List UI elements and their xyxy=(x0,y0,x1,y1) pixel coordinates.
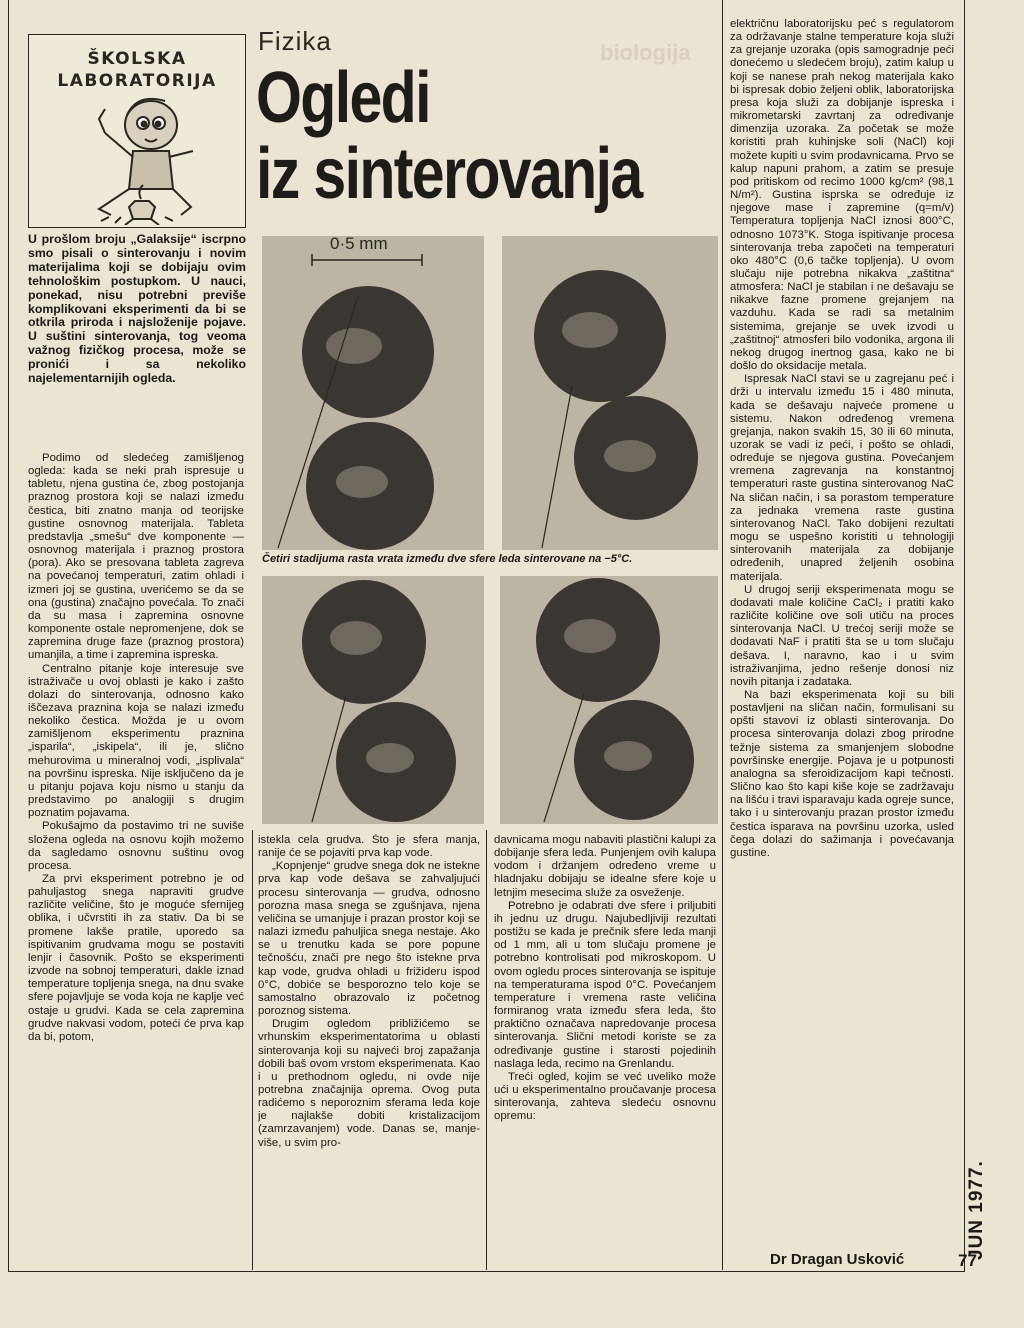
ice-spheres-photo-1 xyxy=(262,236,484,550)
photo-stage-1 xyxy=(262,236,484,550)
column-rule-3 xyxy=(722,0,723,1270)
paragraph: Ispresak NaCl stavi se u zagrejanu peć i drži u intervalu između 15 i 480 minuta, kada se dešavaju najveće promene u sistemu. Nakon određenog vremena grejanja, nakon svakih 15, 30 ili 60 minuta, uzorak se vadi iz peći, i pošto se ohladi, određuje se njegova gustina. Povećanjem vremena zagrevanja na konstantnoj temperaturi raste gustina sinterovanog NaC Na sličan način, i sa porastom temperature za jednaka vremena raste gustina sinterovanog NaCl. Tako dobijeni rezultati mogu se uspešno koristiti u tehnologiji sinterovanih materijala za dobijanje određenih, unapred željenih osobina materijala. xyxy=(730,373,954,583)
paragraph: električnu laboratorijsku peć s regulatorom za održavanje stalne temperature koja služi za grejanje uzoraka (opis samogradnje peći donećemo u sledećem broju), zatim kalup u koji se nanese prah nekog materijala kako bi ispresak dobio željeni oblik, laboratorijska presa koja služi za dobijanje ispreska i mikrometarski zavrtanj za određivanje dimenzija uzoraka. Za početak se može koristiti prah kuhinjske soli (NaCl) koji možete kupiti u svim prodavnicama. Prvo se kalup napuni prahom, a zatim se presuje pod pritiskom od recimo 1000 kg/cm² (98,1 N/m²). Gustina isprska se određuje iz njegove mase i zapremine (q=m/v) Temperatura topljenja NaCl iznosi 800°C, odnosno 1073°K. Stoga ispitivanje procesa sinterovanja treba započeti na temperaturi oko 480°C (0,6 tačke topljenja). U ovom slučaju nije potrebna nikakva „zaštitna“ atmosfera: NaCl je stabilan i ne dešavaju se nikakve fazne promene grejanjem na vazduhu. Kada se radi sa metalnim sistemima, grejanje se uvek izvodi u „zaštitnoj“ atmosferi bilo vodonika, argona ili nekog drugog inertnog gasa, kako ne bi došlo do oksidacije metala. xyxy=(730,18,954,373)
page-number: 77 xyxy=(958,1251,977,1270)
school-lab-logo xyxy=(28,34,246,228)
photo-stage-3 xyxy=(262,576,484,824)
paragraph: Na bazi eksperimenata koji su bili postavljeni na sličan način, formulisani su opšti stavovi iz oblasti sinterovanja. Do procesa sinterovanja dolazi zbog prirodne težnje sistema za smanjenjem slobodne površinske energije. Pojava je u potpunosti analogna sa sferoidizacijom kapi tečnosti. Slično kao što kapi kiše koje se zadržavaju na lišću i travi isparavaju kada ogreje sunce, tako i u sinterovanju prazan prostor između čestica isparava na površinu uzorka, usled čega dolazi do sažimanja i povećavanja gustine. xyxy=(730,688,954,859)
issue-date: JUN 1977. xyxy=(966,1160,987,1260)
paragraph: Podimo od sledećeg zamišljenog ogleda: kada se neki prah ispresuje u tabletu, njena gustina će, zbog postojanja praznog prostora koji se nalazi između čestica, biti znatno manja od teorijske gustine osnovnog materijala. Tableta predstavlja „smešu“ dve komponente — osnovnog materijala i praznog prostora (pora). Ako se presovana tableta zagreva na povećanoj temperaturi, zatim ohladi i izmeri joj se gustina, uverićemo se da se ona (gustina) značajno povećala. To znači da su masa i zapremina osnovne komponente ostale nepromenjene, dok se zapremina druge faze (praznog prostora) umanjila, a time i zapremina ispreska. xyxy=(28,452,244,662)
paragraph: Centralno pitanje koje interesuje sve istraživače u ovoj oblasti je kako i zašto dolazi do sinterovanja, odnosno kako iščezava praznina koja se nalazi između nekoliko čestica. Možda je u ovom zamišljenom eksperimentu praznina „isparila“, „iskipela“, ili je, slično mehurovima u mineralnoj vodi, „isplivala“ na površinu ispreska. Nije isključeno da je u pitanju pojava koju nismo u stanju da predstavimo po analogiji s drugim poznatim pojavama. xyxy=(28,662,244,820)
paragraph: U drugoj seriji eksperimenata mogu se dodavati male količine CaCl₂ i pratiti kako različite količine ove soli utiču na proces sinterovanja NaCl. U trećoj seriji može se dodavati NaF i pratiti šta se u tom slučaju dešava. I, naravno, kao i u svim istraživanjima, jedno rešenje donosi niz novih pitanja i zadataka. xyxy=(730,583,954,688)
photo-stage-2 xyxy=(502,236,718,550)
headline-line-2: iz sinterovanja xyxy=(256,134,642,214)
column-rule-1 xyxy=(252,830,253,1270)
scientist-cartoon-icon xyxy=(29,95,245,225)
paragraph: „Kopnjenje“ grudve snega dok ne istekne prva kap vode dešava se zahvaljujući procesu sinterovanja — grudva, odnosno porozna masa snega se zgušnjava, njena veličina se umanjuje i prazan prostor koji se nalazi između pahuljica snega nestaje. Ako se u trenutku kada se pore popune tečnošću, znači pre nego što istekne prva kap vode, grudva ohladi u frižideru ispod 0°C, dobiće se besporozno telo koje se samostalno obrazovalo iz početnog poroznog sistema. xyxy=(258,860,480,1018)
logo-line-1: ŠKOLSKA xyxy=(87,49,187,69)
paragraph: Treći ogled, kojim se već uveliko može ući u eksperimentalno proučavanje procesa sinterovanja, zahteva sledeću osnovnu opremu: xyxy=(494,1070,716,1123)
article-column-4 xyxy=(730,18,954,1244)
bleed-through-text: biologija xyxy=(600,40,691,65)
photo-caption: Četiri stadijuma rasta vrata između dve sfere leda sinterovane na −5°C. xyxy=(262,553,633,565)
headline-line-1: Ogledi xyxy=(256,58,430,138)
paragraph: Potrebno je odabrati dve sfere i priljubiti ih jednu uz drugu. Najubedljiviji rezultati postižu se kada je prečnik sfere leda manji od 1 mm, ali u tom slučaju promene je potrebno kontrolisati pod mikroskopom. U ovom ogledu proces sinterovanja se ispituje na temperaturama ispod 0°C. Povećanjem temperature i vremena raste veličina formiranog vrata između sfera leda, što praktično označava napredovanje procesa sinterovanja. Slični metodi koriste se za određivanje gustine i starosti pojedinih naslaga leda, recimo na Grenlandu. xyxy=(494,899,716,1070)
article-column-1 xyxy=(28,452,244,1268)
paragraph: Drugim ogledom približićemo se vrhunskim eksperimentatorima u oblasti sinterovanja koji su najveći broj zapažanja dobili baš ovom vrstom eksperimenata. Kao i u prethodnom ogledu, ni ovde nije potrebna značajnija oprema. Ovog puta radićemo s neporoznim sferama leda koje je najlakše dobiti kristalizacijom (zamrzavanjem) vode. Danas se, manje-više, u svim pro- xyxy=(258,1018,480,1149)
photo-stage-4 xyxy=(500,576,718,824)
paragraph: davnicama mogu nabaviti plastični kalupi za dobijanje sfera leda. Punjenjem ovih kalupa vodom i držanjem određeno vreme u hladnjaku dobijaju se idealne sfere koje u letnjim mesecima služe za osveženje. xyxy=(494,834,716,899)
ice-spheres-photo-3 xyxy=(262,576,484,824)
intro-lead: U prošlom broju „Galaksije“ iscrpno smo pisali o sinterovanju i novim materijalima koji se dobijaju ovim tehnološkim postupkom. U nauci, ponekad, nisu potrebni previše komplikovani eksperimenti da bi se otkrila priroda i najsloženije pojave. U suštini sinterovanja, tog veoma važnog fizičkog procesa, može se pronići i sa nekoliko najelementarnijih ogleda. xyxy=(28,232,246,386)
ice-spheres-photo-4 xyxy=(500,576,718,824)
paragraph: Pokušajmo da postavimo tri ne suviše složena ogleda na osnovu kojih možemo da sagledamo osnovnu suštinu ovog procesa. xyxy=(28,820,244,872)
scale-bar-label: 0·5 mm xyxy=(330,236,388,253)
article-column-3 xyxy=(494,834,716,1268)
ice-spheres-photo-2 xyxy=(502,236,718,550)
paragraph: Za prvi eksperiment potrebno je od pahuljastog snega napraviti grudve različite veličine, što je moguće sfernijeg oblika, i učvrstiti ih za stativ. Da bi se promene lakše pratile, uporedo sa ispitivanim grudvama mogu se postaviti lenjir i časovnik. Pošto se eksperimenti izvode na sobnoj temperaturi, dakle iznad temperature topljenja snega, na dnu svake sfere pojavljuje se voda koja ne kaplje već ostaje u grudvi. Kada se cela zapremina grudve nakvasi vodom, poteći će prva kap da bi, potom, xyxy=(28,873,244,1043)
paragraph: istekla cela grudva. Što je sfera manja, ranije će se pojaviti prva kap vode. xyxy=(258,834,480,860)
author-signature: Dr Dragan Usković xyxy=(770,1251,905,1268)
column-rule-2 xyxy=(486,830,487,1270)
section-label: Fizika xyxy=(258,26,332,56)
article-column-2 xyxy=(258,834,480,1268)
logo-line-2: LABORATORIJA xyxy=(57,71,217,91)
